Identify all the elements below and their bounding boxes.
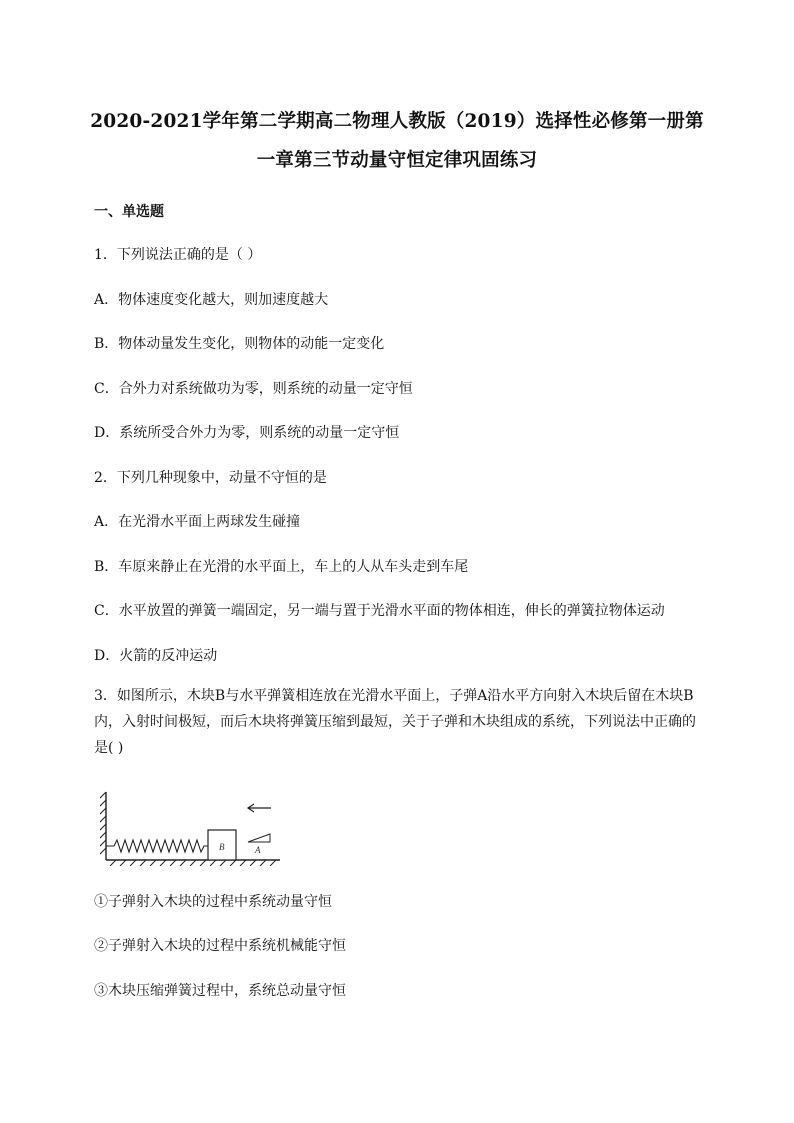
question-1-option-a: A．物体速度变化越大，则加速度越大 [94,292,329,308]
block-b-label: B [219,842,225,852]
section-heading: 一、单选题 [94,204,164,220]
question-1-option-b: B．物体动量发生变化，则物体的动能一定变化 [94,336,385,352]
question-2-option-b: B．车原来静止在光滑的水平面上，车上的人从车头走到车尾 [94,559,469,575]
question-2-stem: 2．下列几种现象中，动量不守恒的是 [94,470,327,486]
wall [100,792,106,860]
velocity-arrow [248,804,271,812]
question-2-option-c: C．水平放置的弹簧一端固定，另一端与置于光滑水平面的物体相连，伸长的弹簧拉物体运动 [94,603,665,619]
question-1-stem: 1．下列说法正确的是（ ） [94,247,262,263]
document-title-line-1: 2020-2021学年第二学期高二物理人教版（2019）选择性必修第一册第 [90,111,704,132]
bullet-a-label: A [255,845,261,855]
spring [106,840,208,852]
question-3-statement-3: ③木块压缩弹簧过程中，系统总动量守恒 [94,983,346,999]
floor [106,860,280,866]
question-2-option-a: A．在光滑水平面上两球发生碰撞 [94,514,301,530]
question-3-statement-1: ①子弹射入木块的过程中系统动量守恒 [94,894,332,910]
bullet-a [248,834,270,842]
question-3-statement-2: ②子弹射入木块的过程中系统机械能守恒 [94,938,346,954]
spring-block-bullet-diagram [100,790,280,866]
question-1-option-c: C．合外力对系统做功为零，则系统的动量一定守恒 [94,381,413,397]
question-2-option-d: D．火箭的反冲运动 [94,648,218,664]
question-1-option-d: D．系统所受合外力为零，则系统的动量一定守恒 [94,425,400,441]
document-title-line-2: 一章第三节动量守恒定律巩固练习 [256,150,538,171]
question-3-stem: 3．如图所示，木块B与水平弹簧相连放在光滑水平面上，子弹A沿水平方向射入木块后留在木块B内，入射时间极短，而后木块将弹簧压缩到最短，关于子弹和木块组成的系统，下列说法中正确的是( ) [94,688,696,756]
